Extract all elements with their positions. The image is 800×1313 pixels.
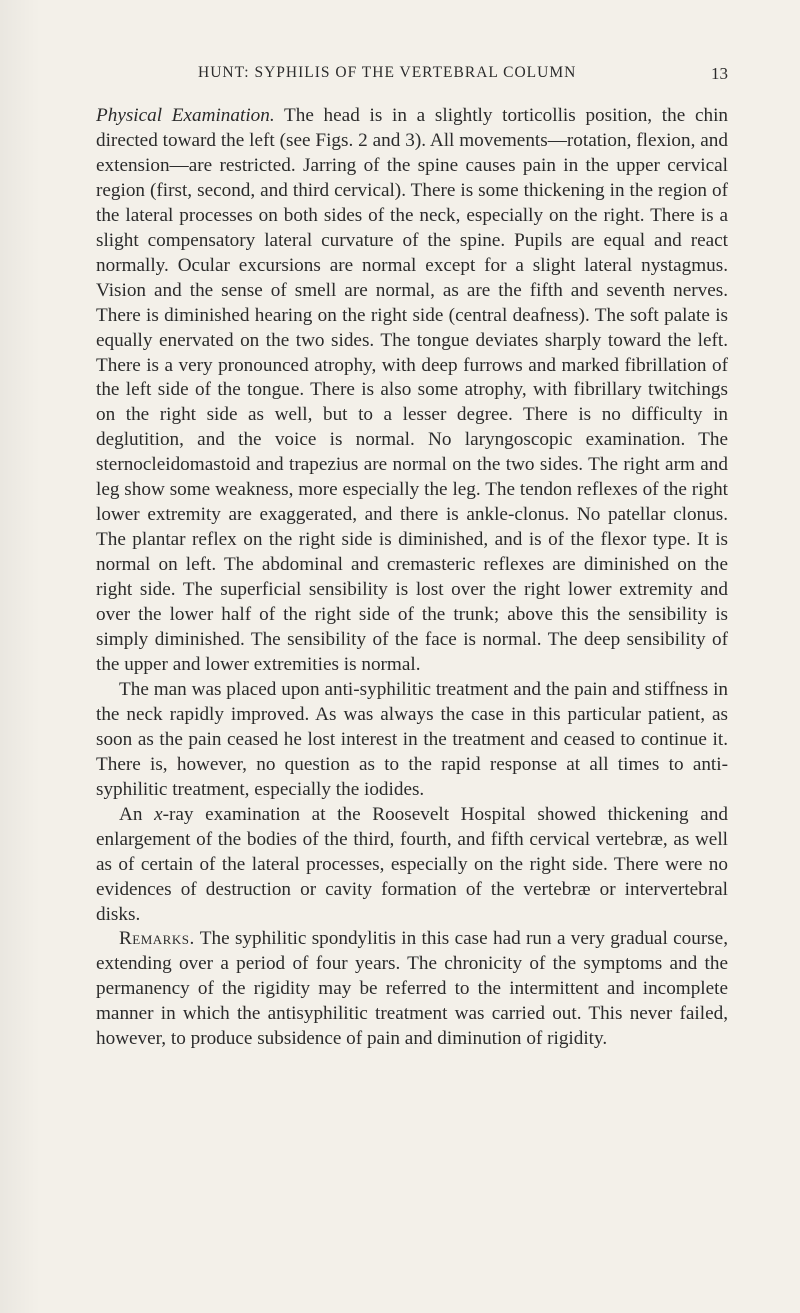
section-heading-physical-examination: Physical Examination.	[96, 105, 275, 126]
section-heading-remarks: Remarks.	[119, 928, 195, 950]
paragraph-prefix: An	[119, 803, 155, 825]
paragraph-text: The syphilitic spondylitis in this case had run a very gradual course, extending over a period of four years. The chronicity of the symptoms and the permanency of the rigidity may be referred to the intermittent and incomplete manner in which the antisyphilitic treatment was carried out. This never failed, however, to produce subsidence of pain and diminution of rigidity.	[96, 928, 728, 1050]
page-number: 13	[711, 64, 728, 83]
body-text	[96, 104, 728, 1052]
paragraph-text: -ray examination at the Roosevelt Hospital showed thickening and enlargement of the bodies of the third, fourth, and fifth cervical vertebræ, as well as of certain of the lateral processes, especially on the right side. There were no evidences of destruction or cavity formation of the vertebræ or intervertebral disks.	[96, 803, 728, 925]
paragraph-text: The head is in a slightly torticollis position, the chin directed toward the left (see Figs. 2 and 3). All movements—rotation, flexion, and extension—are restricted. Jarring of the spine causes pain in the upper cervical region (first, second, and third cervical). There is some thickening in the region of the lateral processes on both sides of the neck, especially on the right. There is a slight compensatory lateral curvature of the spine. Pupils are equal and react normally. Ocular excursions are normal except for a slight lateral nystagmus. Vision and the sense of smell are normal, as are the fifth and seventh nerves. There is diminished hearing on the right side (central deafness). The soft palate is equally enervated on the two sides. The tongue deviates sharply toward the left. There is a very pronounced atrophy, with deep furrows and marked fibrillation of the left side of the tongue. There is also some atrophy, with fibrillary twitchings on the right side as well, but to a lesser degree. There is no difficulty in deglutition, and the voice is normal. No laryngoscopic examination. The sternocleidomastoid and trapezius are normal on the two sides. The right arm and leg show some weakness, more especially the leg. The tendon reflexes of the right lower extremity are exaggerated, and there is ankle-clonus. No patellar clonus. The plantar reflex on the right side is diminished, and is of the flexor type. It is normal on left. The abdominal and cremasteric reflexes are diminished on the right side. The superficial sensibility is lost over the right lower extremity and over the lower half of the right side of the trunk; above this the sensibility is simply diminished. The sensibility of the face is normal. The deep sensibility of the upper and lower extremities is normal.	[96, 105, 728, 675]
running-head: HUNT: SYPHILIS OF THE VERTEBRAL COLUMN	[198, 64, 577, 81]
paragraph-xray	[96, 803, 728, 928]
page-header	[96, 64, 728, 88]
paragraph-physical-examination	[96, 104, 728, 678]
paragraph-treatment	[96, 678, 728, 803]
paragraph-remarks	[96, 927, 728, 1052]
xray-letter: x	[154, 803, 163, 825]
paragraph-text: The man was placed upon anti-syphilitic treatment and the pain and stiffness in the neck rapidly improved. As was always the case in this particular patient, as soon as the pain ceased he lost interest in the treatment and ceased to continue it. There is, however, no question as to the rapid response at all times to anti-syphilitic treatment, especially the iodides.	[96, 678, 728, 800]
